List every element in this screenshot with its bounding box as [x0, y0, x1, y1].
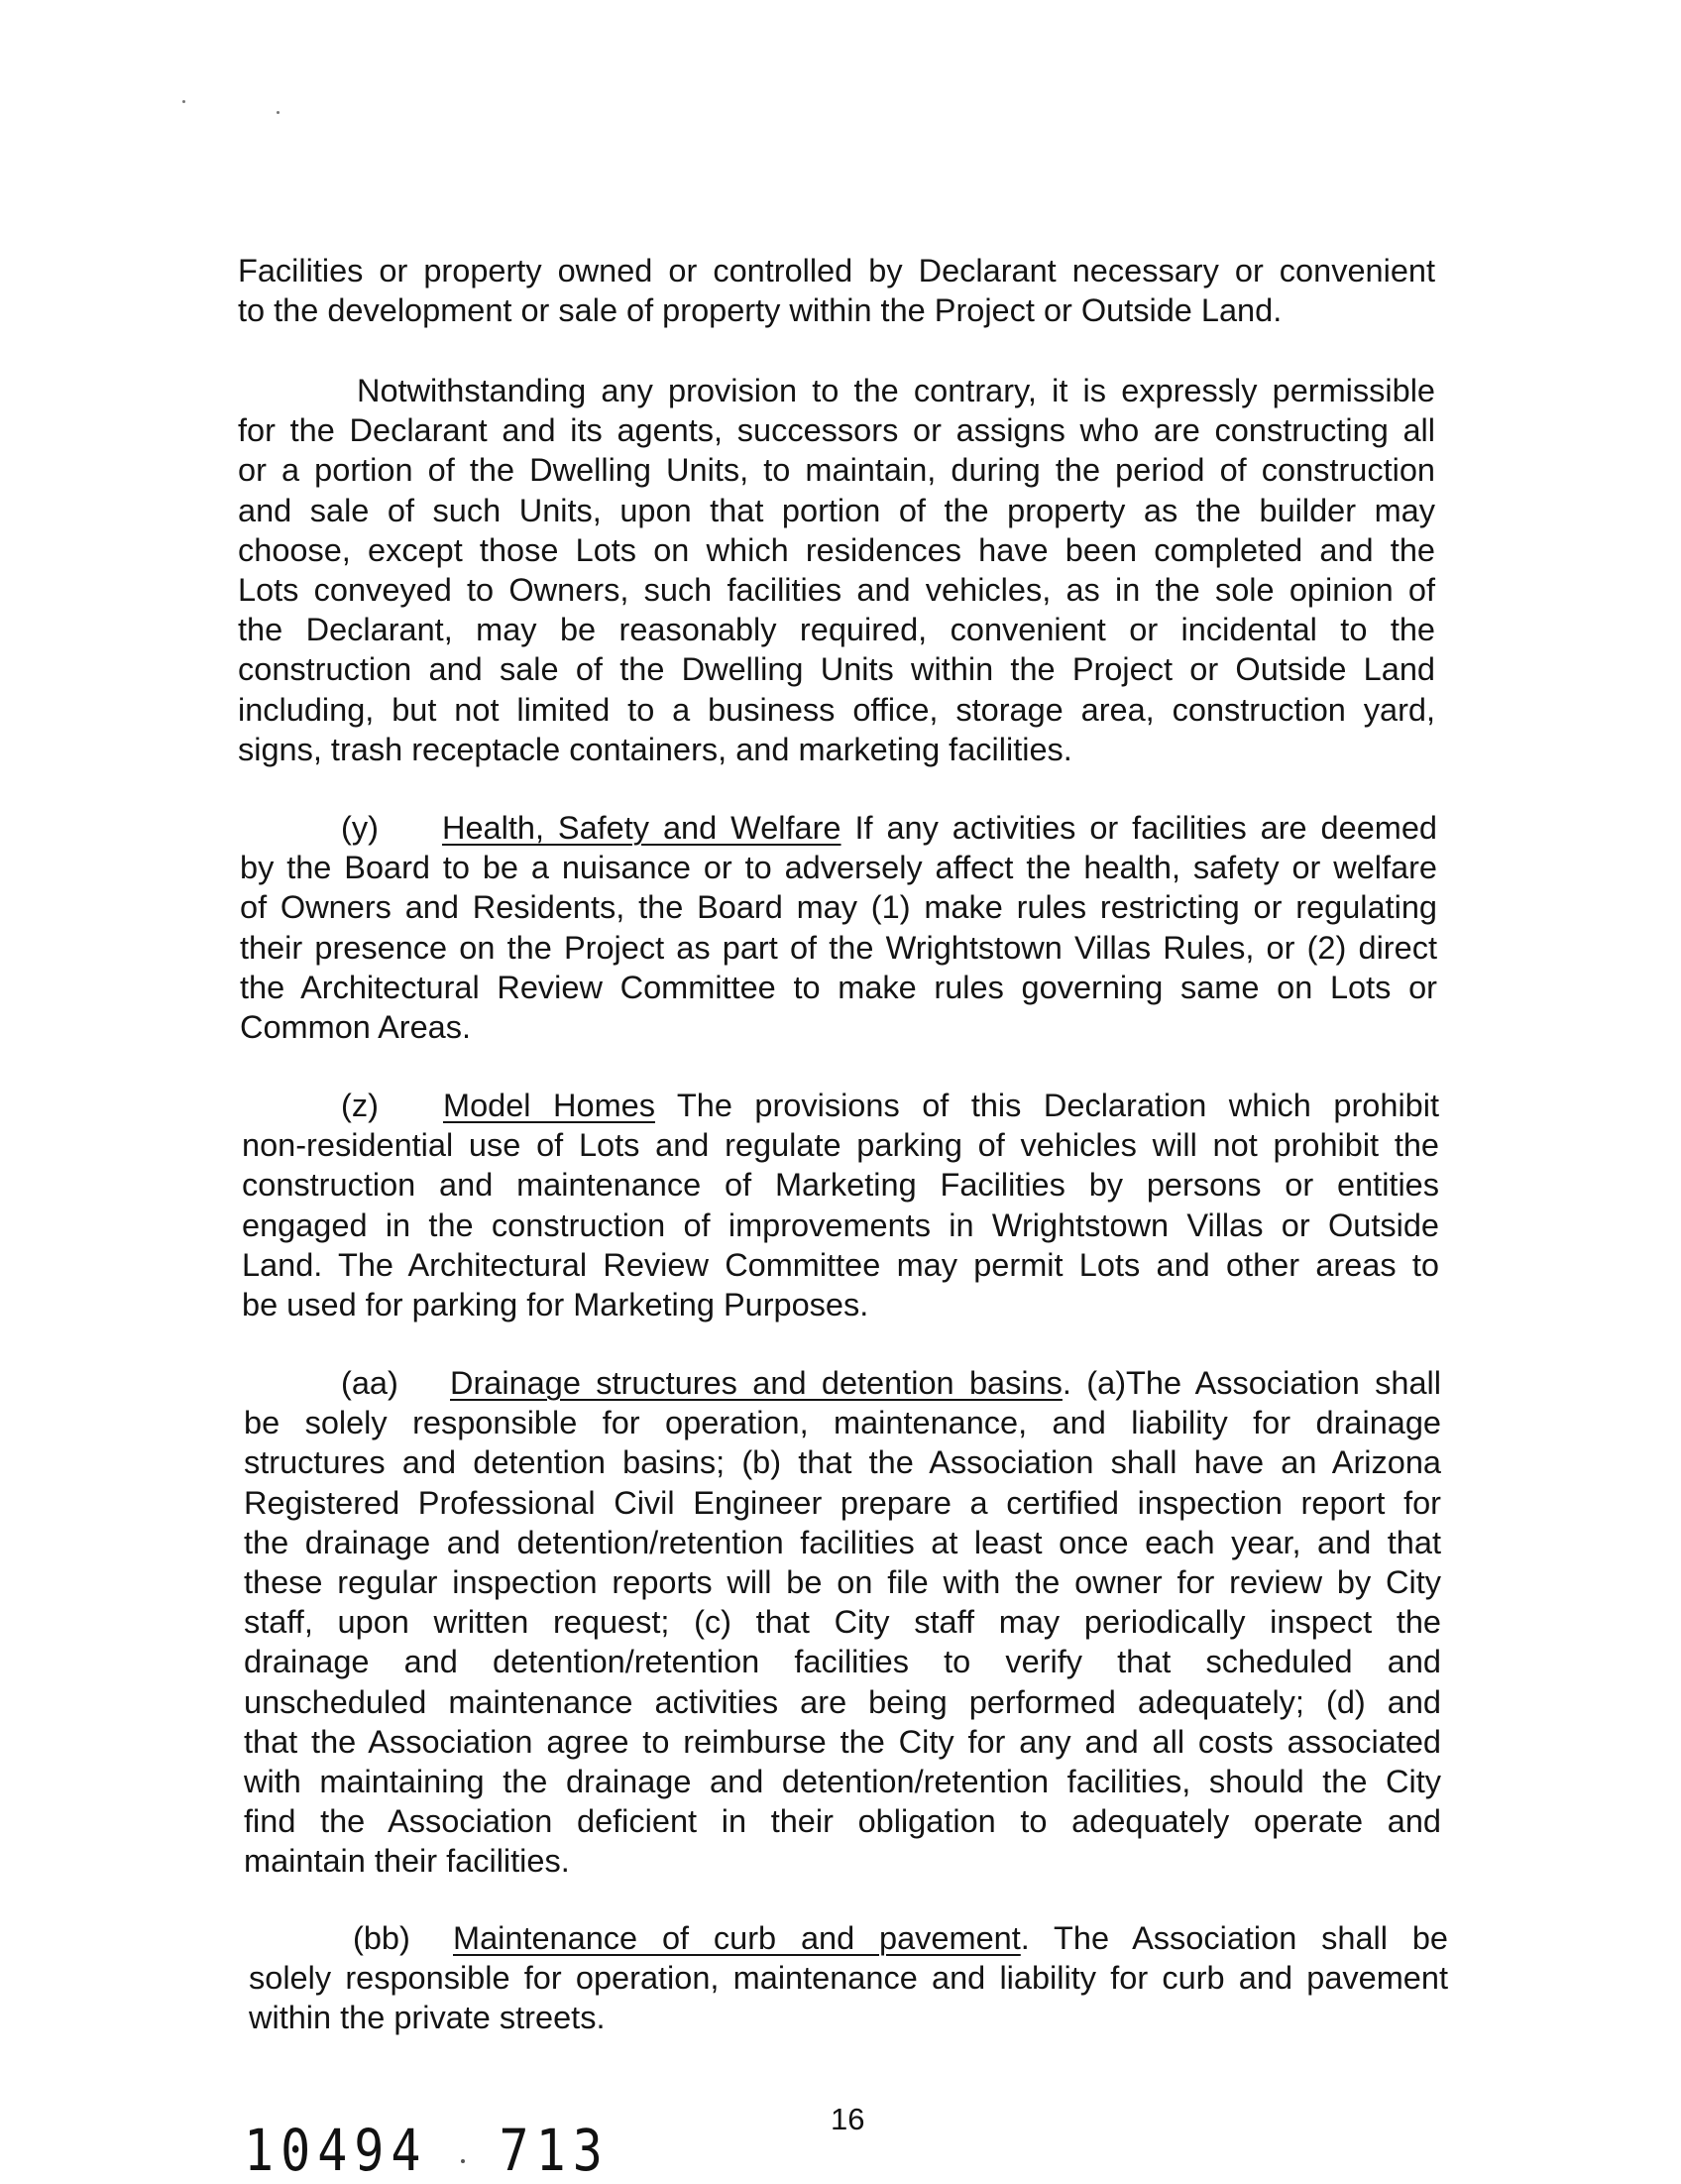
text-line: drainage and detention/retention facilities to verify that scheduled and: [244, 1644, 1441, 1680]
paragraph-notwithstanding: [238, 371, 1435, 769]
text-line: Land. The Architectural Review Committee may permit Lots and other areas to: [242, 1246, 1439, 1283]
scan-speck: [277, 111, 280, 114]
recording-stamp: [244, 2118, 610, 2184]
text-line: the Architectural Review Committee to make rules governing same on Lots or: [240, 969, 1437, 1005]
text-line: the Declarant, may be reasonably required, convenient or incidental to the: [238, 612, 1435, 648]
section-y: [240, 808, 1437, 1047]
book-number: 10494: [244, 2118, 428, 2184]
section-label: (aa): [341, 1365, 398, 1401]
text-line: find the Association deficient in their obligation to adequately operate and: [244, 1803, 1441, 1840]
text-line: be used for parking for Marketing Purposes.: [242, 1287, 869, 1323]
text-line: be solely responsible for operation, maintenance, and liability for drainage: [244, 1405, 1441, 1441]
page-number: 16: [831, 2102, 865, 2136]
text-line: non-residential use of Lots and regulate parking of vehicles will not prohibit the: [242, 1127, 1439, 1164]
text-line: Registered Professional Civil Engineer prepare a certified inspection report for: [244, 1484, 1441, 1521]
text-line: construction and sale of the Dwelling Units within the Project or Outside Land: [238, 651, 1435, 688]
scan-speck: [182, 100, 185, 103]
section-z: [242, 1086, 1439, 1324]
section-heading: Maintenance of curb and pavement: [453, 1920, 1021, 1956]
text-line: signs, trash receptacle containers, and marketing facilities.: [238, 731, 1072, 767]
section-aa: [244, 1363, 1441, 1882]
scan-speck: [461, 2159, 465, 2163]
text-line: of Owners and Residents, the Board may (1) make rules restricting or regulating: [240, 889, 1437, 926]
text-line: [249, 1918, 1448, 1958]
text-line: and sale of such Units, upon that portion of the property as the builder may: [238, 492, 1435, 528]
section-heading: Health, Safety and Welfare: [442, 810, 841, 846]
text-line: unscheduled maintenance activities are being performed adequately; (d) and: [244, 1683, 1441, 1720]
section-heading: Model Homes: [443, 1088, 655, 1123]
section-bb: [249, 1918, 1448, 2038]
text-line: that the Association agree to reimburse the City for any and all costs associated: [244, 1723, 1441, 1760]
section-text: If any activities or facilities are deemed: [854, 810, 1438, 846]
text-line: these regular inspection reports will be on file with the owner for review by City: [244, 1564, 1441, 1601]
text-line: for the Declarant and its agents, successors or assigns who are constructing all: [238, 412, 1435, 449]
text-line: construction and maintenance of Marketing Facilities by persons or entities: [242, 1167, 1439, 1204]
section-text: The provisions of this Declaration which prohibit: [676, 1088, 1439, 1123]
text-line: to the development or sale of property within the Project or Outside Land.: [238, 292, 1283, 329]
section-label: (y): [341, 810, 379, 846]
text-line: or a portion of the Dwelling Units, to maintain, during the period of construction: [238, 452, 1435, 489]
text-line: staff, upon written request; (c) that City staff may periodically inspect the: [244, 1604, 1441, 1641]
text-line: maintain their facilities.: [244, 1843, 570, 1880]
text-line: solely responsible for operation, maintenance and liability for curb and pavement: [249, 1960, 1448, 1997]
text-line: Common Areas.: [240, 1009, 472, 1046]
text-line: their presence on the Project as part of the Wrightstown Villas Rules, or (2) direct: [240, 929, 1437, 966]
text-line: Lots conveyed to Owners, such facilities and vehicles, as in the sole opinion of: [238, 572, 1435, 609]
text-line: including, but not limited to a business office, storage area, construction yard,: [238, 691, 1435, 728]
text-line: [240, 808, 1437, 848]
text-line: [244, 1363, 1441, 1403]
text-line: choose, except those Lots on which residences have been completed and the: [238, 531, 1435, 568]
text-line: the drainage and detention/retention facilities at least once each year, and that: [244, 1524, 1441, 1560]
section-text: . (a)The Association shall: [1062, 1365, 1441, 1401]
text-line: within the private streets.: [249, 2000, 606, 2036]
text-line: structures and detention basins; (b) that the Association shall have an Arizona: [244, 1444, 1441, 1481]
text-line: Notwithstanding any provision to the contrary, it is expressly permissible: [357, 373, 1435, 408]
text-line: engaged in the construction of improvements in Wrightstown Villas or Outside: [242, 1207, 1439, 1243]
text-line: [242, 1086, 1439, 1125]
section-heading: Drainage structures and detention basins: [450, 1365, 1063, 1401]
section-label: (bb): [353, 1920, 410, 1956]
paragraph-continuation: [238, 251, 1435, 330]
text-line: Facilities or property owned or controlled by Declarant necessary or convenient: [238, 253, 1435, 288]
section-text: . The Association shall be: [1020, 1920, 1448, 1956]
text-line: with maintaining the drainage and detention/retention facilities, should the City: [244, 1764, 1441, 1800]
page-reference: 713: [499, 2118, 610, 2184]
section-label: (z): [341, 1088, 379, 1123]
text-line: by the Board to be a nuisance or to adversely affect the health, safety or welfare: [240, 850, 1437, 886]
